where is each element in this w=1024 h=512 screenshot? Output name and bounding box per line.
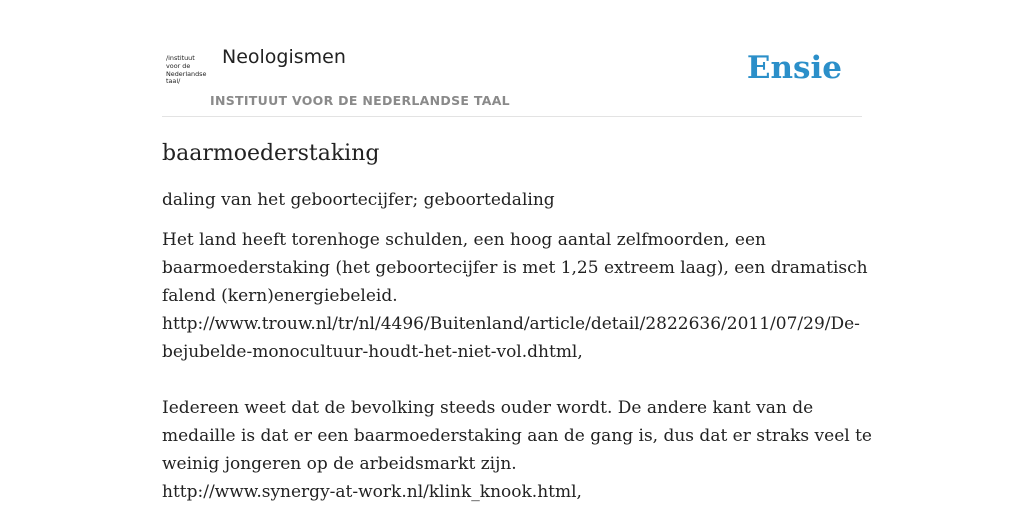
example-source-link[interactable]: http://www.trouw.nl/tr/nl/4496/Buitenland/article/detail/2822636/2011/07/29/De-: [162, 314, 860, 334]
example-line: falend (kern)energiebeleid.: [162, 286, 398, 306]
example-source-link[interactable]: bejubelde-monocultuur-houdt-het-niet-vol.dhtml,: [162, 342, 583, 362]
entry-examples: [162, 226, 878, 506]
example-line: baarmoederstaking (het geboortecijfer is met 1,25 extreem laag), een dramatisch: [162, 258, 868, 278]
site-header: [162, 40, 862, 117]
example-line: weinig jongeren op de arbeidsmarkt zijn.: [162, 454, 517, 474]
logo-line: /instituut: [166, 54, 195, 62]
entry-content: [162, 136, 878, 506]
example-line: Het land heeft torenhoge schulden, een hoog aantal zelfmoorden, een: [162, 230, 766, 250]
institute-logo[interactable]: [166, 55, 208, 89]
entry-title: baarmoederstaking: [162, 141, 380, 166]
site-title-link[interactable]: Neologismen: [222, 46, 346, 68]
example-line: Iedereen weet dat de bevolking steeds ouder wordt. De andere kant van de: [162, 398, 814, 418]
example-source-link[interactable]: http://www.synergy-at-work.nl/klink_knook.html,: [162, 482, 582, 502]
logo-line: voor de: [166, 61, 191, 70]
example-line: medaille is dat er een baarmoederstaking aan de gang is, dus dat er straks veel te: [162, 426, 872, 446]
example-spacer: [162, 366, 878, 394]
institute-name: INSTITUUT VOOR DE NEDERLANDSE TAAL: [210, 93, 510, 108]
entry-definition: daling van het geboortecijfer; geboortedaling: [162, 190, 555, 210]
logo-line: taal/: [166, 77, 181, 86]
ensie-brand-link[interactable]: Ensie: [746, 50, 842, 86]
logo-line: Nederlandse: [166, 69, 207, 78]
